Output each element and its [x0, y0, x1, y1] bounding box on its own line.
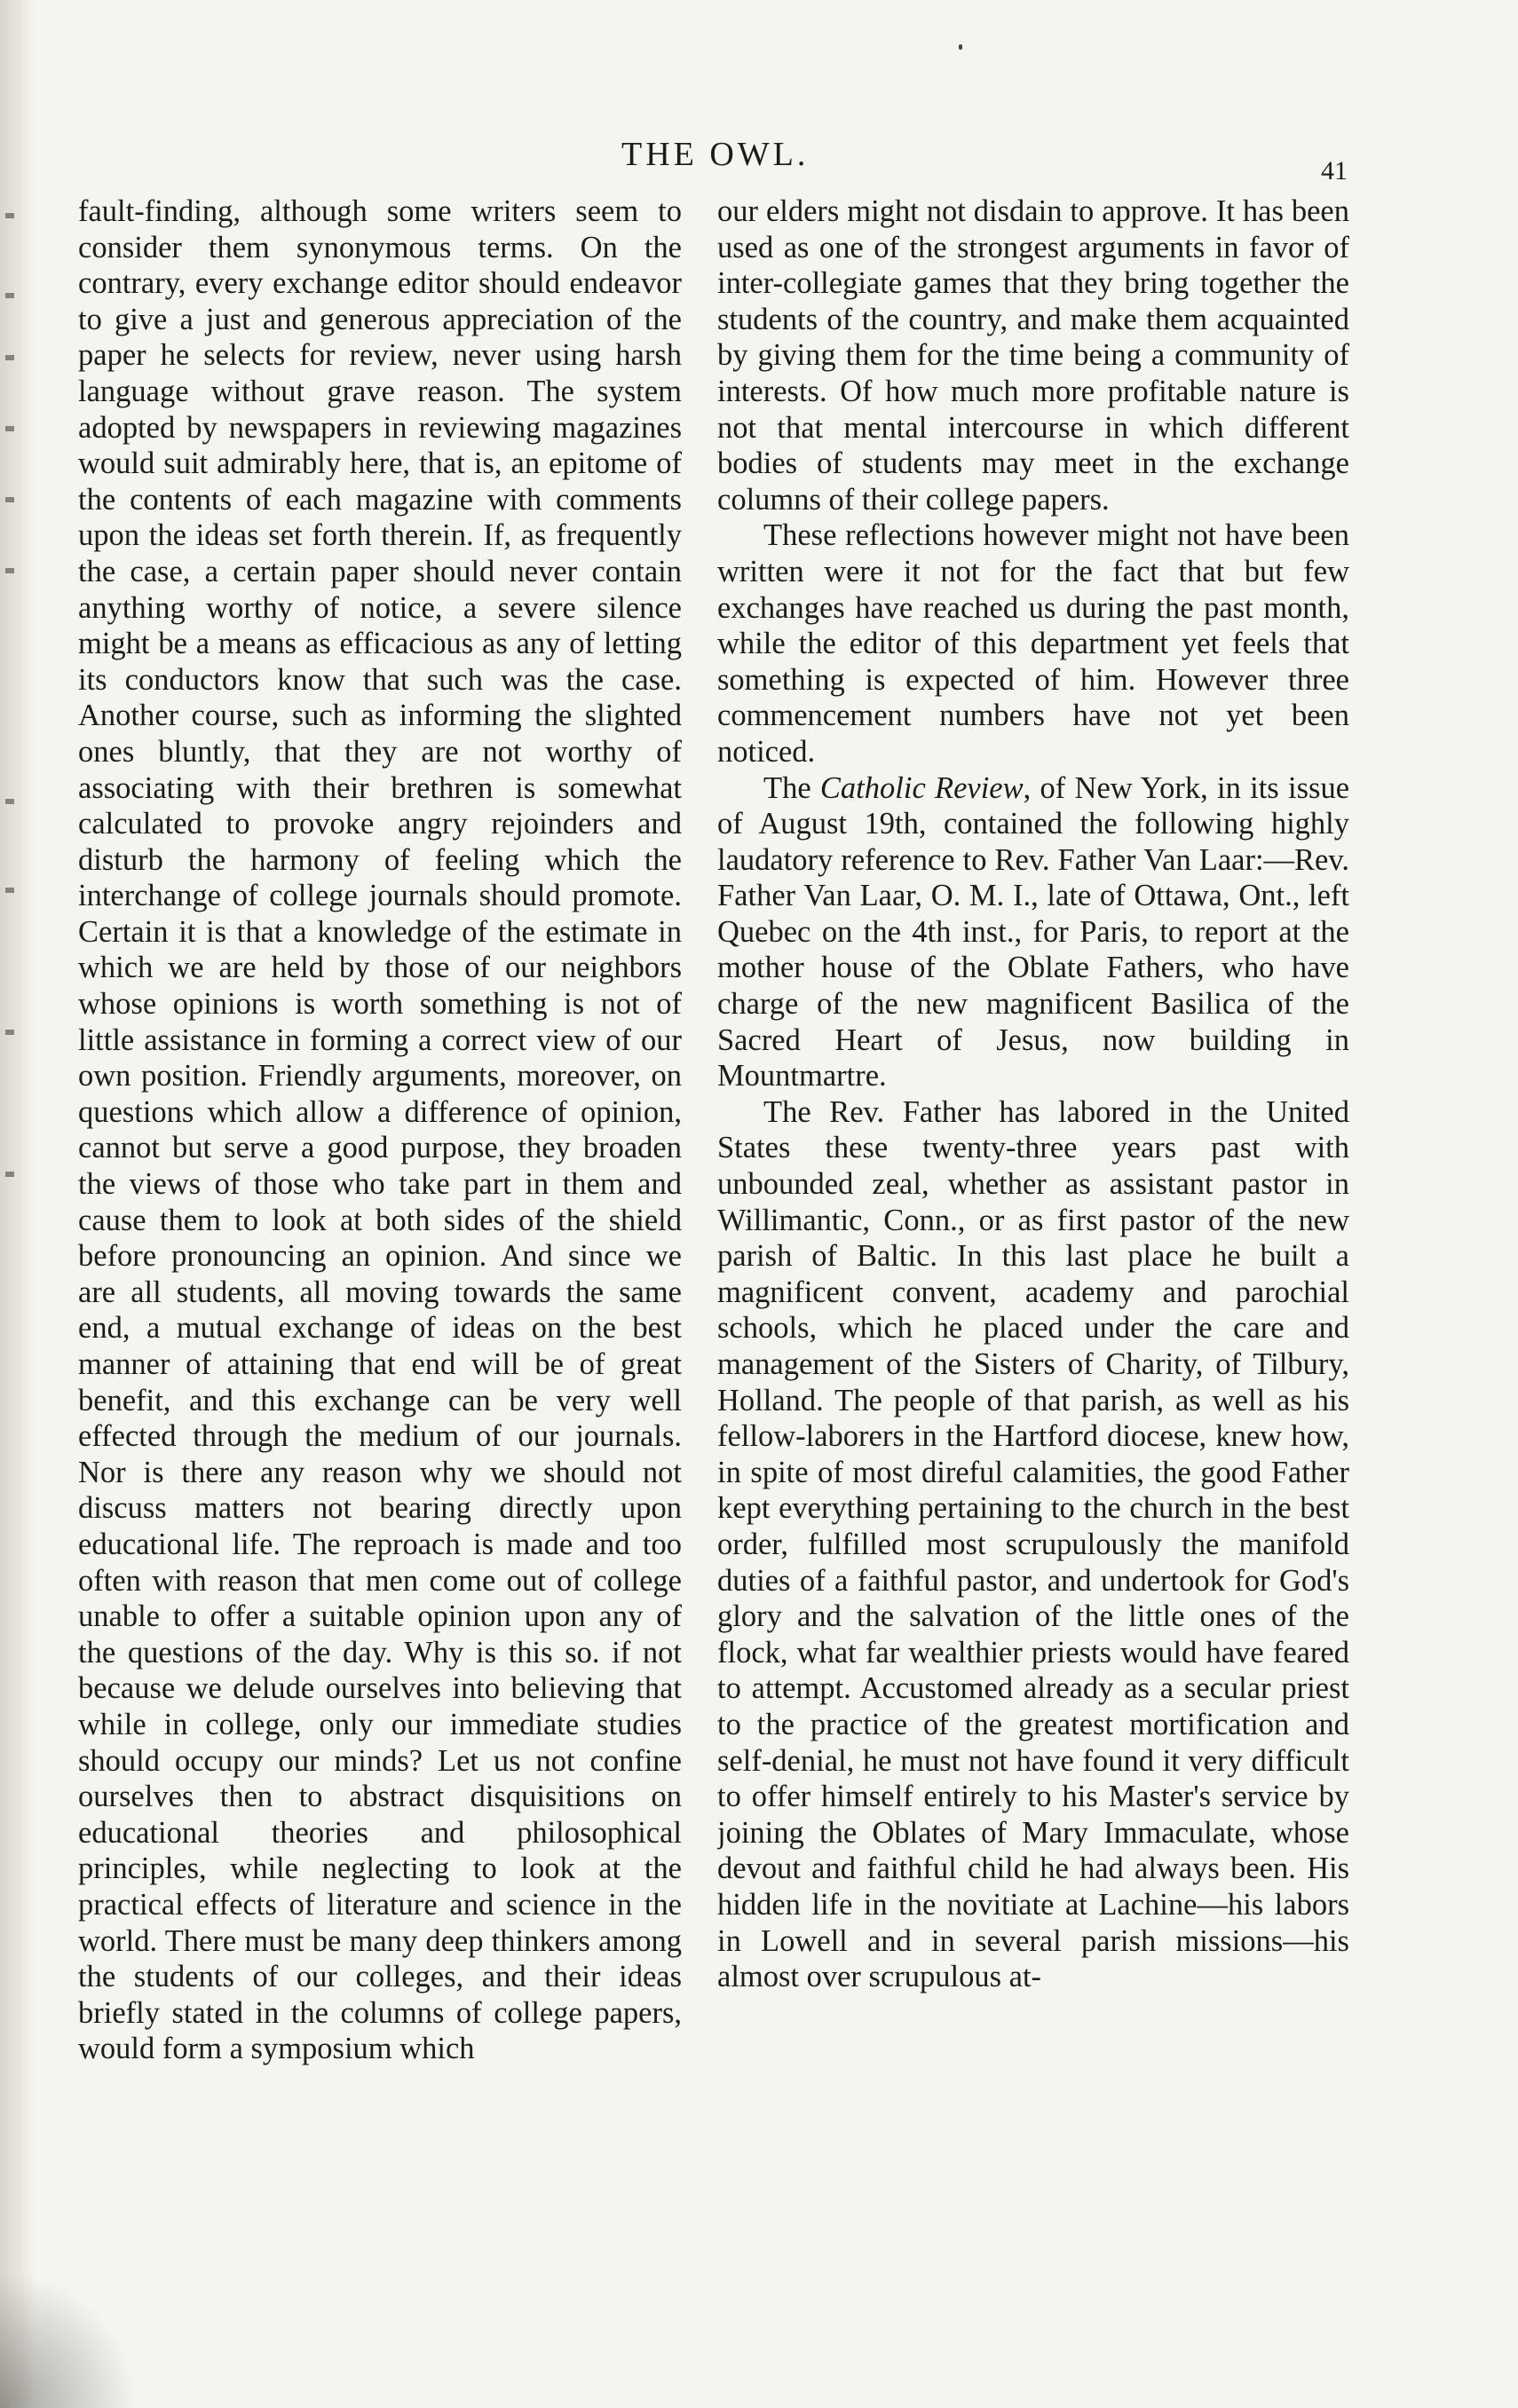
gutter-mark [5, 568, 14, 573]
corner-smudge [0, 2275, 142, 2408]
gutter-mark [5, 1172, 14, 1177]
gutter-mark [5, 213, 14, 218]
gutter-mark [5, 355, 14, 360]
left-column [78, 193, 682, 2368]
page-header [0, 135, 1518, 188]
right-column [717, 193, 1349, 2368]
page-number: 41 [1321, 156, 1348, 186]
running-title: THE OWL. [621, 136, 810, 173]
gutter-mark [5, 888, 14, 893]
gutter-mark [5, 1030, 14, 1035]
gutter-mark [5, 426, 14, 431]
right-paragraph-catholic-review [717, 770, 1349, 1094]
print-speck [959, 44, 962, 50]
right-paragraph-reflections: These reflections however might not have been written were it not for the fact that but few exchanges have reached us during the past month, while the editor of this department yet feels that something is expected of him. However three commencement numbers have not yet been noticed. [717, 518, 1349, 769]
publication-title: Catholic Review [819, 770, 1024, 805]
left-column-paragraph: fault-finding, although some writers seem to consider them synonymous terms. On the contrary, every exchange editor should endeavor to give a just and generous appreciation of the paper he selects for review, never using harsh language without grave reason. The system adopted by newspapers in reviewing magazines would suit admirably here, that is, an epitome of the contents of each magazine with comments upon the ideas set forth therein. If, as frequently the case, a certain paper should never contain anything worthy of notice, a severe silence might be a means as efficacious as any of letting its conductors know that such was the case. Another course, such as informing the slighted ones bluntly, that they are not worthy of associating with their brethren is somewhat calculated to provoke angry rejoinders and disturb the harmony of feeling which the interchange of college journals should promote. Certain it is that a knowledge of the estimate in which we are held by those of our neighbors whose opinions is worth something is not of little assistance in forming a correct view of our own position. Friendly arguments, moreover, on questions which allow a difference of opinion, cannot but serve a good purpose, they broaden the views of those who take part in them and cause them to look at both sides of the shield before pronouncing an opinion. And since we are all students, all moving towards the same end, a mutual exchange of ideas on the best manner of attaining that end will be of great benefit, and this exchange can be very well effected through the medium of our journals. Nor is there any reason why we should not discuss matters not bearing directly upon educational life. The reproach is made and too often with reason that men come out of college unable to offer a suitable opinion upon any of the questions of the day. Why is this so. if not because we delude ourselves into believing that while in college, only our immediate studies should occupy our minds? Let us not confine ourselves then to abstract disquisitions on educational theories and philosophical principles, while neglecting to look at the practical effects of literature and science in the world. There must be many deep thinkers among the students of our colleges, and their ideas briefly stated in the columns of college papers, would form a symposium which [78, 194, 682, 2066]
gutter-mark [5, 799, 14, 804]
para-lead-text: The [763, 770, 820, 805]
right-paragraph-father-van-laar: The Rev. Father has labored in the United States these twenty-three years past with unbounded zeal, whether as assistant pastor in Willimantic, Conn., or as first pastor of the new parish of Baltic. In this last place he built a magnificent convent, academy and parochial schools, which he placed under the care and management of the Sisters of Charity, of Tilbury, Holland. The people of that parish, as well as his fellow-laborers in the Hartford diocese, knew how, in spite of most direful calamities, the good Father kept everything pertaining to the church in the best order, fulfilled most scrupulously the manifold duties of a faithful pastor, and undertook for God's glory and the salvation of the little ones of the flock, what far wealthier priests would have feared to attempt. Accustomed already as a secular priest to the practice of the greatest mortification and self-denial, he must not have found it very difficult to offer himself entirely to his Master's service by joining the Oblates of Mary Immaculate, whose devout and faithful child he had always been. His hidden life in the novitiate at Lachine—his labors in Lowell and in several parish missions—his almost over scrupulous at- [717, 1094, 1349, 1994]
gutter-mark [5, 293, 14, 298]
right-paragraph-continued: our elders might not disdain to approve. It has been used as one of the strongest arguments in favor of inter-collegiate games that they bring together the students of the country, and make them acquainted by giving them for the time being a community of interests. Of how much more profitable nature is not that mental intercourse in which different bodies of students may meet in the exchange columns of their college papers. [717, 194, 1349, 517]
binding-shadow [0, 0, 36, 2408]
para-body-text: , of New York, in its issue of August 19th, contained the following highly laudatory reference to Rev. Father Van Laar:—Rev. Father Van Laar, O. M. I., late of Ottawa, Ont., left Quebec on the 4th inst., for Paris, to report at the mother house of the Oblate Fathers, who have charge of the new magnificent Basilica of the Sacred Heart of Jesus, now building in Mountmartre. [717, 770, 1349, 1093]
gutter-mark [5, 497, 14, 502]
